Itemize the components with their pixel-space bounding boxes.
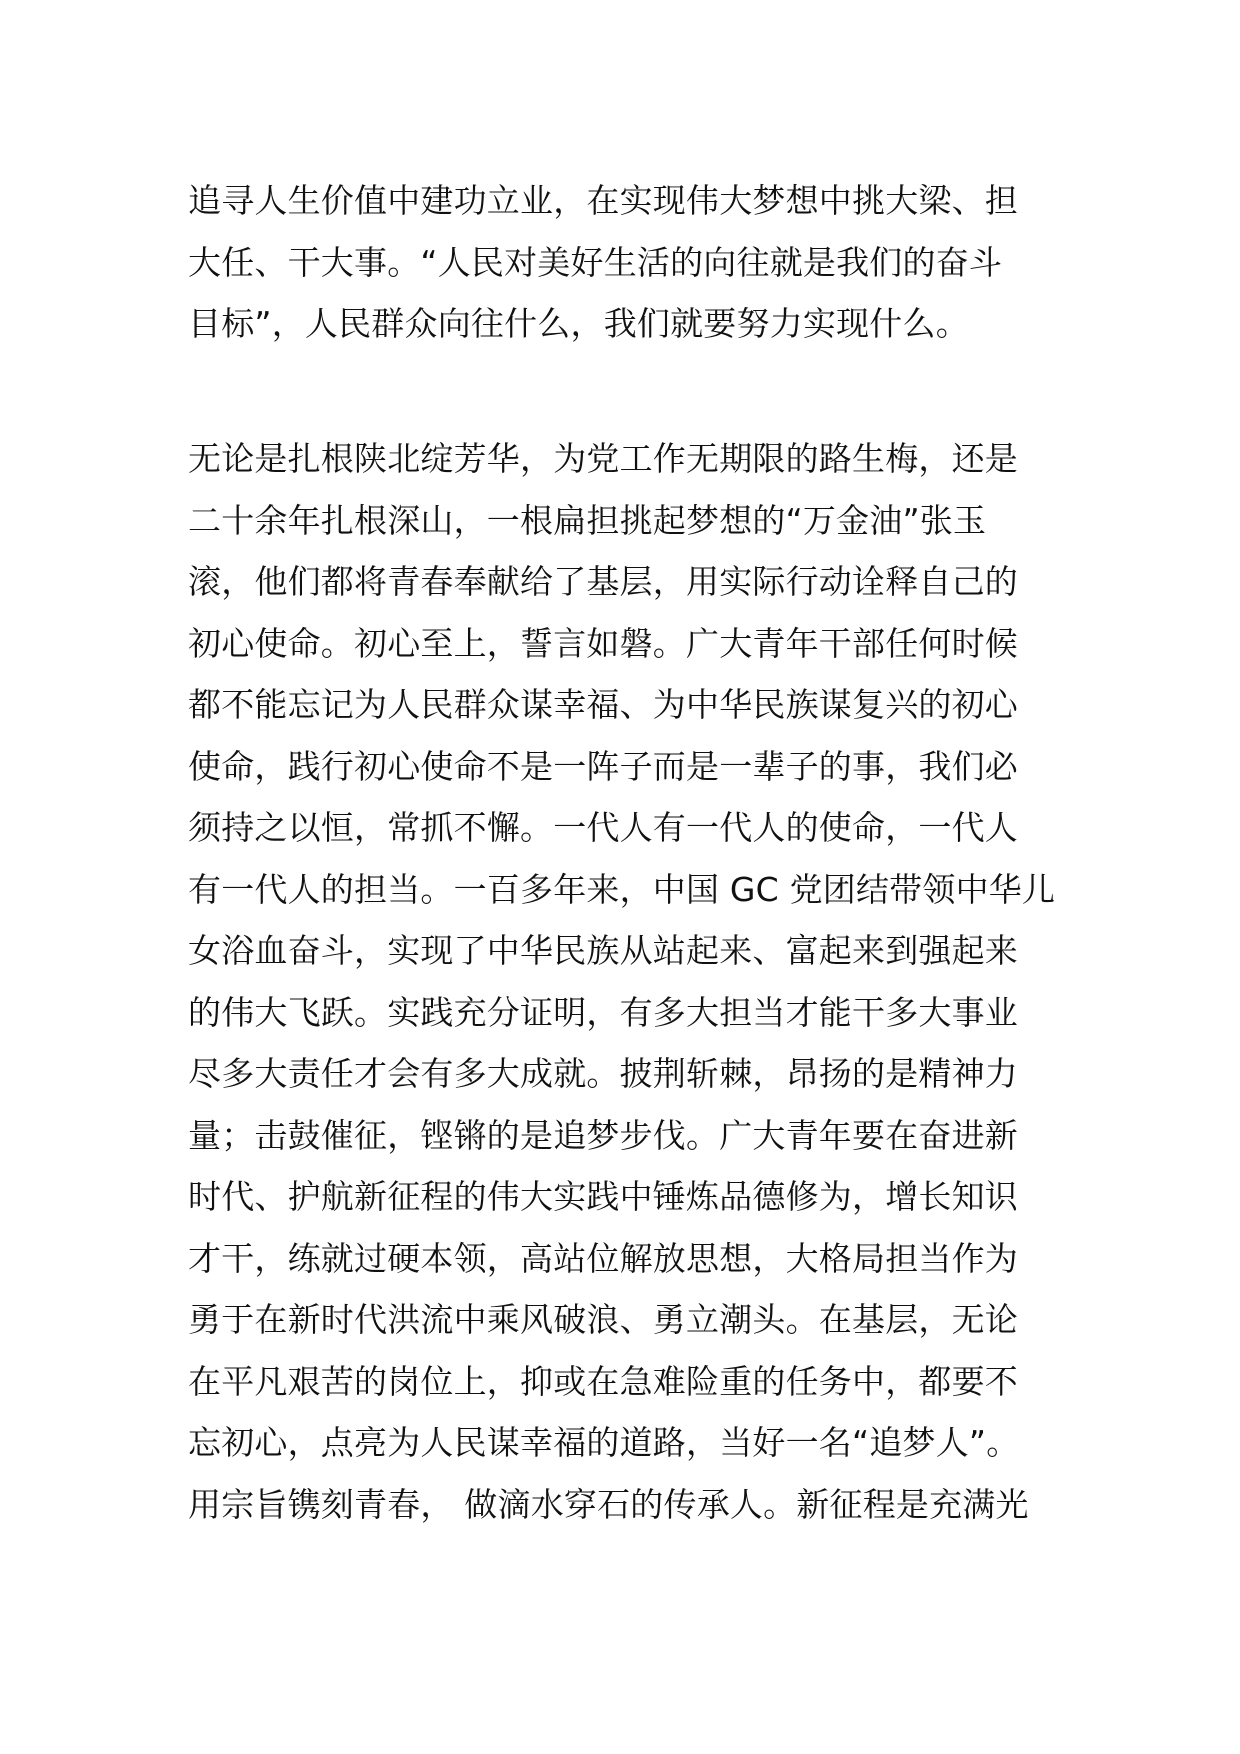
text-line: 都不能忘记为人民群众谋幸福、为中华民族谋复兴的初心 [188,685,1018,724]
text-line: 女浴血奋斗，实现了中华民族从站起来、富起来到强起来 [188,931,1018,970]
text-line: 忘初心，点亮为人民谋幸福的道路，当好一名“追梦人”。 [188,1423,1020,1462]
text-line: 目标”，人民群众向往什么，我们就要努力实现什么。 [188,304,969,343]
text-line: 大任、干大事。“人民对美好生活的向往就是我们的奋斗 [188,242,1003,282]
text-line: 无论是扎根陕北绽芳华，为党工作无期限的路生梅，还是 [188,439,1018,478]
text-line: 须持之以恒，常抓不懈。一代人有一代人的使命，一代人 [188,808,1018,847]
text-line: 追寻人生价值中建功立业，在实现伟大梦想中挑大梁、担 [188,181,1018,220]
text-line: 有一代人的担当。一百多年来，中国 GC 党团结带领中华儿 [188,869,1056,909]
text-line: 时代、护航新征程的伟大实践中锤炼品德修为，增长知识 [188,1177,1018,1216]
text-line: 尽多大责任才会有多大成就。披荆斩棘，昂扬的是精神力 [188,1054,1018,1093]
text-line [188,1535,1068,1597]
text-line: 勇于在新时代洪流中乘风破浪、勇立潮头。在基层，无论 [188,1300,1018,1339]
text-line: 滚，他们都将青春奉献给了基层，用实际行动诠释自己的 [188,562,1018,601]
text-line: 使命，践行初心使命不是一阵子而是一辈子的事，我们必 [188,746,1018,786]
text-line: 才干，练就过硬本领，高站位解放思想，大格局担当作为 [188,1238,1018,1278]
text-line: 的伟大飞跃。实践充分证明，有多大担当才能干多大事业 [188,992,1018,1032]
paragraph-2 [188,428,1068,1597]
text-line: 在平凡艰苦的岗位上，抑或在急难险重的任务中，都要不 [188,1361,1018,1401]
text-line: 二十余年扎根深山，一根扁担挑起梦想的“万金油”张玉 [188,500,987,540]
text-line: 初心使命。初心至上，誓言如磐。广大青年干部任何时候 [188,623,1018,663]
text-line: 用宗旨镌刻青春， 做滴水穿石的传承人。新征程是充满光 [188,1484,1029,1524]
text-line: 量；击鼓催征，铿锵的是追梦步伐。广大青年要在奋进新 [188,1115,1018,1155]
paragraph-1 [188,170,1068,355]
